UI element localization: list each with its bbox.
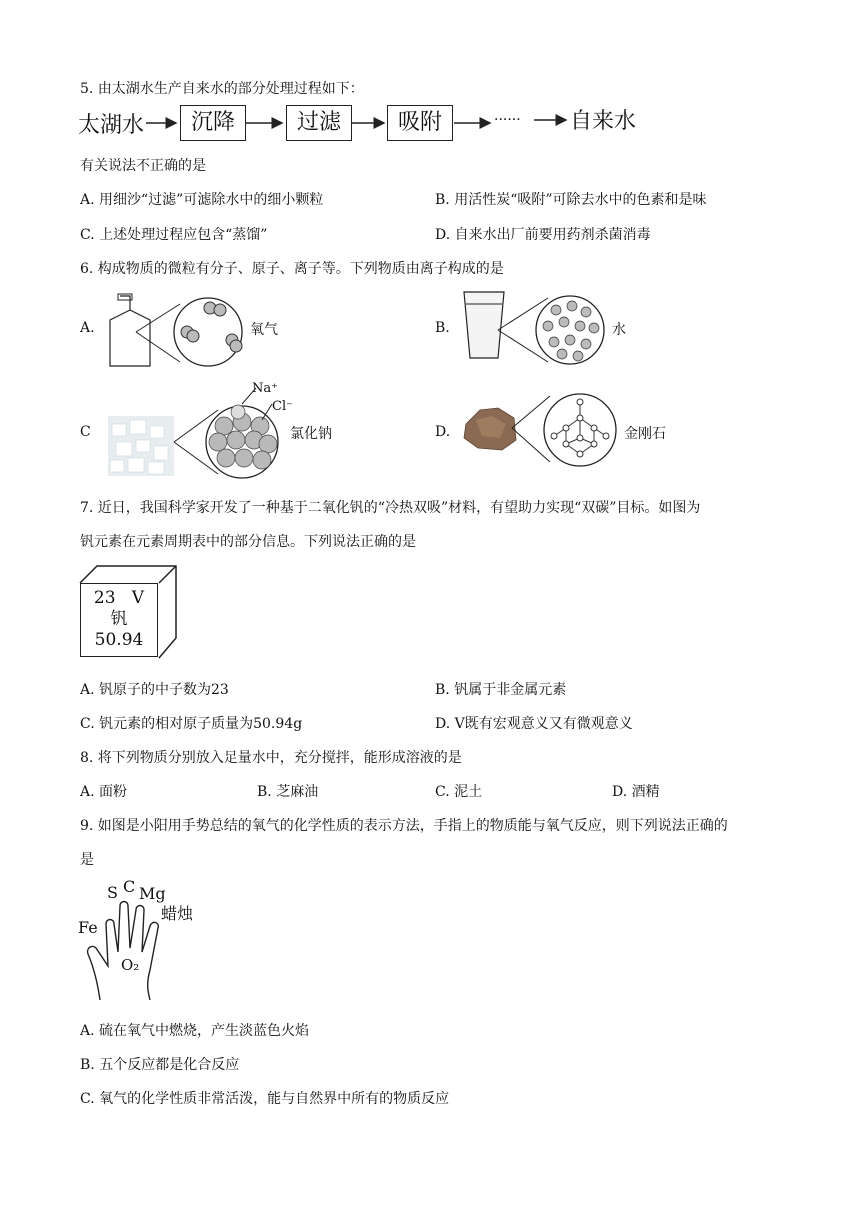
diamond-structure-diagram — [462, 384, 622, 474]
flow-step-settling: 沉降 — [180, 105, 246, 141]
q6-option-b-letter: B. — [435, 320, 450, 336]
water-glass-diagram — [460, 290, 620, 370]
hand-c-label: C — [123, 877, 136, 896]
q7-stem-line1: 7. 近日，我国科学家开发了一种基于二氧化钒的“冷热双吸”材料，有望助力实现“双碳”目标。如图为 — [80, 500, 701, 516]
flow-step-filtration: 过滤 — [286, 105, 352, 141]
q6-option-d-letter: D. — [435, 424, 451, 440]
q5-option-a: A. 用细沙“过滤”可滤除水中的细小颗粒 — [80, 192, 324, 208]
q5-option-c: C. 上述处理过程应包含“蒸馏” — [80, 227, 268, 243]
flow-ellipsis: ······ — [494, 112, 521, 128]
q9-stem-line1: 9. 如图是小阳用手势总结的氧气的化学性质的表示方法，手指上的物质能与氧气反应，则下列说法正确的 — [80, 818, 728, 834]
q8-option-a: A. 面粉 — [80, 784, 128, 800]
q5-option-b: B. 用活性炭“吸附”可除去水中的色素和是味 — [435, 192, 707, 208]
hand-candle-label: 蜡烛 — [161, 904, 194, 923]
q5-option-d: D. 自来水出厂前要用药剂杀菌消毒 — [435, 227, 651, 243]
q5-stem: 5. 由太湖水生产自来水的部分处理过程如下： — [80, 81, 364, 97]
q9-option-a: A. 硫在氧气中燃烧，产生淡蓝色火焰 — [80, 1023, 310, 1039]
atomic-mass: 50.94 — [94, 630, 144, 650]
q6-option-c-letter: C — [80, 424, 91, 440]
q8-option-d: D. 酒精 — [612, 784, 660, 800]
q6-stem: 6. 构成物质的微粒有分子、原子、离子等。下列物质由离子构成的是 — [80, 261, 504, 277]
q7-option-c: C. 钒元素的相对原子质量为50.94g — [80, 716, 303, 732]
q6-option-a-label: 氧气 — [250, 322, 278, 338]
element-symbol: V — [131, 588, 145, 608]
q9-option-b: B. 五个反应都是化合反应 — [80, 1057, 240, 1073]
q8-option-c: C. 泥土 — [435, 784, 483, 800]
q7-option-b: B. 钒属于非金属元素 — [435, 682, 567, 698]
q7-stem-line2: 钒元素在元素周期表中的部分信息。下列说法正确的是 — [80, 534, 416, 550]
element-name: 钒 — [110, 609, 128, 629]
q9-option-c: C. 氧气的化学性质非常活泼，能与自然界中所有的物质反应 — [80, 1091, 450, 1107]
atomic-number: 23 — [93, 588, 116, 608]
q8-option-b: B. 芝麻油 — [257, 784, 319, 800]
hand-o2-label: O₂ — [121, 956, 140, 974]
q9-stem-line2: 是 — [80, 852, 94, 868]
chloride-ion-label: Cl⁻ — [272, 399, 293, 414]
flow-step-adsorption: 吸附 — [387, 105, 453, 141]
hand-mg-label: Mg — [139, 884, 166, 903]
flow-end-label: 自来水 — [570, 109, 637, 134]
flow-start-label: 太湖水 — [78, 113, 145, 138]
q6-option-d-label: 金刚石 — [624, 426, 666, 442]
vanadium-element-cell — [80, 583, 158, 657]
salt-crystal-diagram — [108, 380, 308, 480]
oxygen-bottle-diagram — [100, 290, 260, 380]
q6-option-c-label: 氯化钠 — [290, 426, 332, 442]
q7-option-d: D. V既有宏观意义又有微观意义 — [435, 716, 633, 732]
q6-option-a-letter: A. — [80, 320, 95, 336]
q7-option-a: A. 钒原子的中子数为23 — [80, 682, 229, 698]
q6-option-b-label: 水 — [612, 322, 626, 338]
hand-fe-label: Fe — [78, 918, 98, 937]
q8-stem: 8. 将下列物质分别放入足量水中，充分搅拌，能形成溶液的是 — [80, 750, 462, 766]
sodium-ion-label: Na⁺ — [252, 381, 278, 396]
q5-question: 有关说法不正确的是 — [80, 158, 206, 174]
hand-s-label: S — [107, 883, 118, 902]
